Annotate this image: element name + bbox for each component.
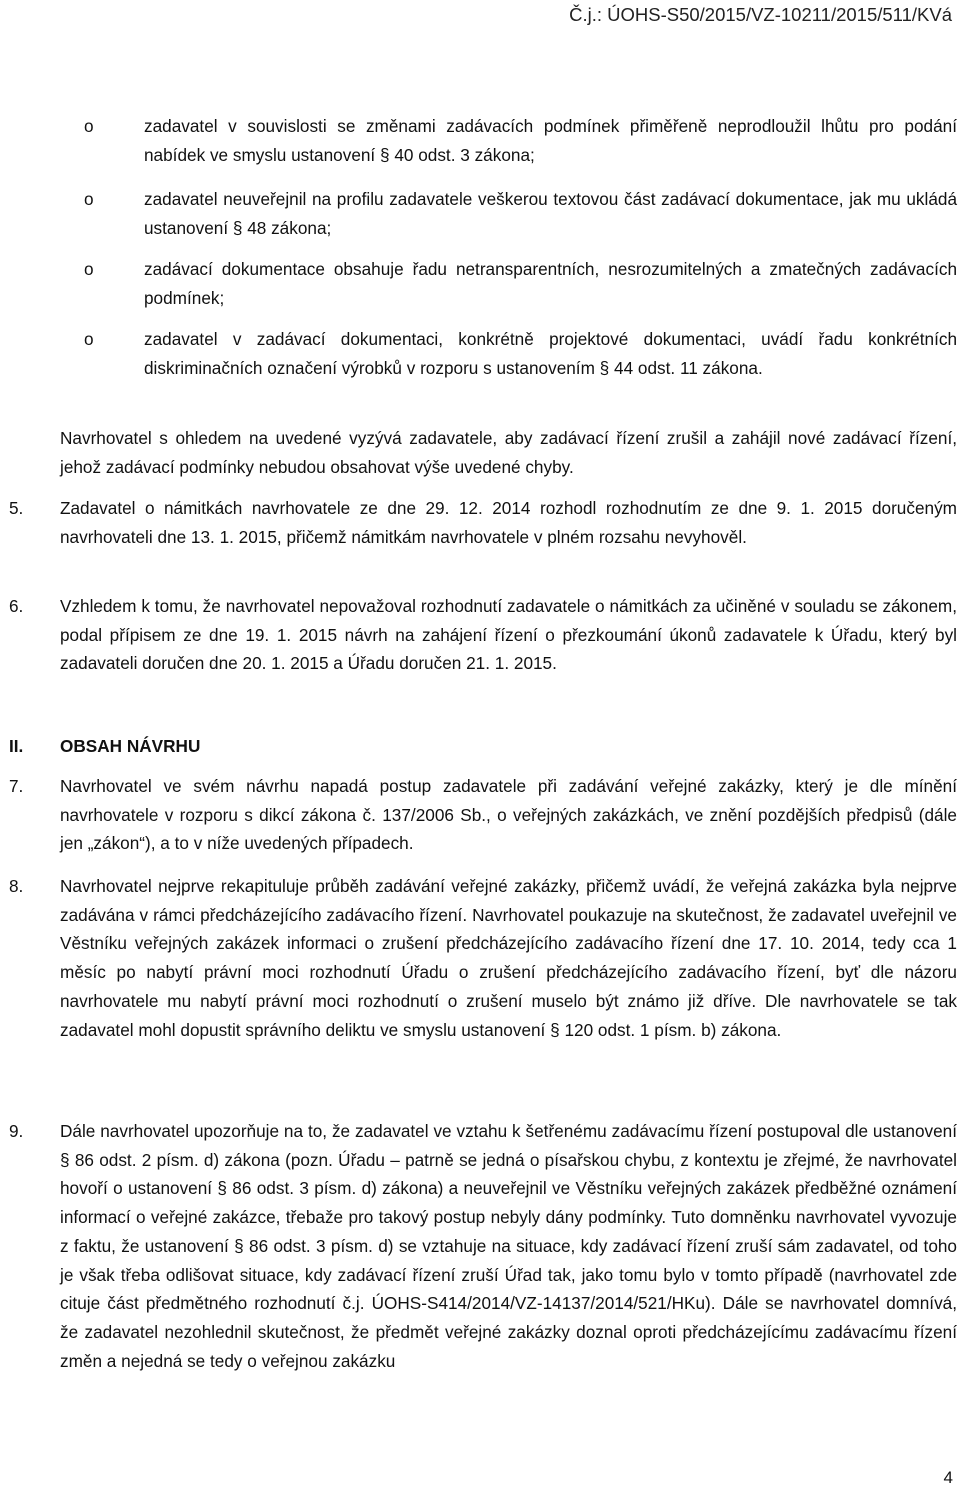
paragraph-text: Zadavatel o námitkách navrhovatele ze dne 29. 12. 2014 rozhodl rozhodnutím ze dne 9. 1. 2015 doručeným navrhovateli dne 13. 1. 2015, přičemž námitkám navrhovatele v plném rozsahu nevyhověl. bbox=[60, 498, 957, 547]
paragraph-text: Vzhledem k tomu, že navrhovatel nepovažoval rozhodnutí zadavatele o námitkách za učiněné v souladu se zákonem, podal přípisem ze dne 19. 1. 2015 návrh na zahájení řízení o přezkoumání úkonů zadavatele k Úřadu, který byl zadavateli doručen dne 20. 1. 2015 a Úřadu doručen 21. 1. 2015. bbox=[60, 596, 957, 674]
paragraph-number: 7. bbox=[9, 776, 24, 796]
section-number: II. bbox=[9, 736, 24, 756]
page-number: 4 bbox=[943, 1468, 953, 1487]
bullet-marker: o bbox=[84, 259, 94, 279]
numbered-paragraph bbox=[9, 872, 957, 1044]
paragraph-text: Dále navrhovatel upozorňuje na to, že zadavatel ve vztahu k šetřenému zadávacímu řízení postupoval dle ustanovení § 86 odst. 2 písm. d) zákona (pozn. Úřadu – patrně se jedná o písařskou chybu, z kontextu je zřejmé, že navrhovatel hovoří o ustanovení § 86 odst. 3 písm. d) zákona) a neuveřejnil ve Věstníku veřejných zakázek předběžné oznámení informací o veřejné zakázce, třebaže pro takový postup nebyly dány podmínky. Tuto domněnku navrhovatel vyvozuje z faktu, že ustanovení § 86 odst. 3 písm. d) se vztahuje na situace, kdy zadávací řízení zruší sám zadavatel, od toho je však třeba odlišovat situace, kdy zadávací řízení zruší Úřad tak, jako tomu bylo v tomto případě (navrhovatel zde cituje část předmětného rozhodnutí č.j. ÚOHS-S414/2014/VZ-14137/2014/521/HKu). Dále se navrhovatel domnívá, že zadavatel nezohlednil skutečnost, že předmět veřejné zakázky doznal oproti předcházejícímu zadávacímu řízení změn a nejedná se tedy o veřejnou zakázku bbox=[60, 1121, 957, 1371]
paragraph-number: 9. bbox=[9, 1121, 24, 1141]
bullet-item bbox=[84, 112, 957, 169]
numbered-paragraph bbox=[9, 592, 957, 678]
numbered-paragraph bbox=[9, 1117, 957, 1375]
bullet-text: zadavatel neuveřejnil na profilu zadavatele veškerou textovou část zadávací dokumentace, jak mu ukládá ustanovení § 48 zákona; bbox=[144, 189, 957, 238]
document-reference: Č.j.: ÚOHS-S50/2015/VZ-10211/2015/511/KVá bbox=[569, 4, 952, 25]
bullet-item bbox=[84, 185, 957, 242]
bullet-marker: o bbox=[84, 189, 94, 209]
paragraph-number: 5. bbox=[9, 498, 24, 518]
bullet-text: zadávací dokumentace obsahuje řadu netransparentních, nesrozumitelných a zmatečných zadávacích podmínek; bbox=[144, 259, 957, 308]
paragraph-text: Navrhovatel nejprve rekapituluje průběh zadávání veřejné zakázky, přičemž uvádí, že veřejná zakázka byla nejprve zadávána v rámci předcházejícího zadávacího řízení. Navrhovatel poukazuje na skutečnost, že zadavatel uveřejnil ve Věstníku veřejných zakázek informaci o zrušení předcházejícího zadávacího řízení dne 17. 10. 2014, tedy cca 1 měsíc po nabytí právní moci rozhodnutí Úřadu o zrušení předcházejícího zadávacího řízení, byť dle názoru navrhovatele mu nabytí právní moci rozhodnutí o zrušení muselo být známo již dříve. Dle navrhovatele se tak zadavatel mohl dopustit správního deliktu ve smyslu ustanovení § 120 odst. 1 písm. b) zákona. bbox=[60, 876, 957, 1040]
numbered-paragraph bbox=[9, 772, 957, 858]
bullet-marker: o bbox=[84, 116, 94, 136]
bullet-text: zadavatel v souvislosti se změnami zadávacích podmínek přiměřeně neprodloužil lhůtu pro podání nabídek ve smyslu ustanovení § 40 odst. 3 zákona; bbox=[144, 116, 957, 165]
bullet-text: zadavatel v zadávací dokumentaci, konkrétně projektové dokumentaci, uvádí řadu konkrétních diskriminačních označení výrobků v rozporu s ustanovením § 44 odst. 11 zákona. bbox=[144, 329, 957, 378]
paragraph-text: Navrhovatel ve svém návrhu napadá postup zadavatele při zadávání veřejné zakázky, který je dle mínění navrhovatele v rozporu s dikcí zákona č. 137/2006 Sb., o veřejných zakázkách, ve znění pozdějších předpisů (dále jen „zákon“), a to v níže uvedených případech. bbox=[60, 776, 957, 854]
paragraph-number: 8. bbox=[9, 876, 24, 896]
bullet-item bbox=[84, 325, 957, 382]
bullet-item bbox=[84, 255, 957, 312]
bullet-marker: o bbox=[84, 329, 94, 349]
closing-paragraph: Navrhovatel s ohledem na uvedené vyzývá zadavatele, aby zadávací řízení zrušil a zahájil nové zadávací řízení, jehož zadávací podmínky nebudou obsahovat výše uvedené chyby. bbox=[60, 428, 957, 477]
section-title: OBSAH NÁVRHU bbox=[60, 736, 201, 756]
numbered-paragraph bbox=[9, 494, 957, 551]
section-heading bbox=[9, 732, 957, 761]
paragraph-number: 6. bbox=[9, 596, 24, 616]
